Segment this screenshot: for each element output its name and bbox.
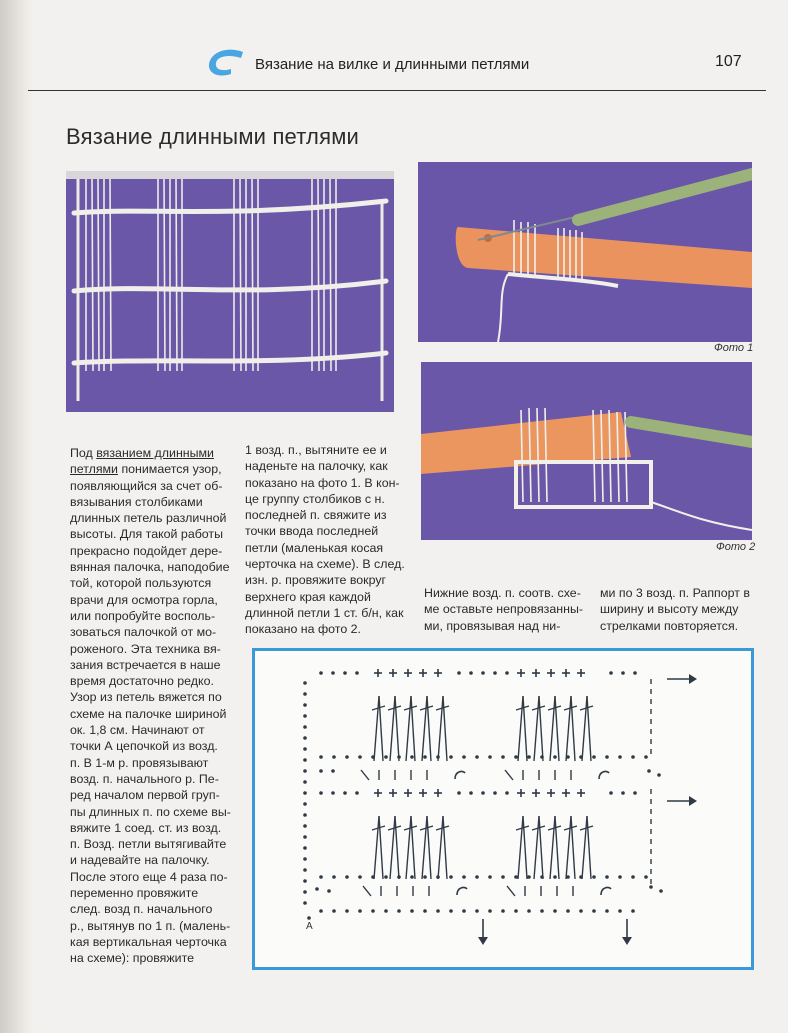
chain-stitch-dot: [481, 791, 485, 795]
crochet-chart: [252, 648, 754, 970]
chain-stitch-dot: [410, 755, 414, 759]
text-line: це группу столбиков с н.: [245, 491, 385, 506]
hook-logo-icon: [205, 44, 251, 84]
chain-stitch-dot: [332, 909, 336, 913]
chain-stitch-dot: [488, 875, 492, 879]
turning-loop-mark: [601, 887, 611, 895]
single-crochet-mark: [562, 789, 570, 797]
chain-stitch-dot: [331, 671, 335, 675]
text-column-2: [245, 442, 413, 638]
chain-stitch-dot: [618, 909, 622, 913]
text-line: 1 возд. п., вытяните ее и: [245, 443, 387, 457]
chain-stitch-dot: [384, 909, 388, 913]
text-line: верхнего края каждой: [245, 589, 371, 604]
chain-stitch-dot: [410, 875, 414, 879]
text-line: п. Возд. петли вытягивайте: [70, 837, 227, 852]
text-column-3: [424, 585, 594, 634]
chain-stitch-dot: [423, 875, 427, 879]
chain-stitch-dot: [331, 769, 335, 773]
text-column-4: [600, 585, 765, 634]
chain-stitch-dot: [527, 909, 531, 913]
arrow-right-icon: [667, 674, 697, 684]
chain-stitch-dot: [332, 755, 336, 759]
chain-stitch-dot: [358, 755, 362, 759]
photo-1-caption: Фото 1: [714, 342, 754, 354]
single-crochet-mark: [374, 669, 382, 677]
chain-stitch-dot: [475, 755, 479, 759]
chain-stitch-dot: [621, 671, 625, 675]
text-line: показано на фото 2.: [245, 622, 361, 637]
text-line: ми по 3 возд. п. Раппорт в: [600, 586, 750, 600]
chain-stitch-dot: [540, 909, 544, 913]
text-line: точки ввода последней: [245, 524, 379, 539]
chain-stitch-dot: [303, 681, 307, 685]
section-title: Вязание длинными петлями: [66, 124, 360, 149]
turning-loop-mark: [457, 887, 467, 895]
chain-stitch-dot: [493, 791, 497, 795]
text-line: врачи для осмотра горла,: [70, 592, 218, 607]
turning-loop-mark: [599, 771, 609, 779]
chain-stitch-dot: [397, 755, 401, 759]
long-loop-stitch: [564, 816, 577, 879]
chain-stitch-dot: [579, 909, 583, 913]
chain-stitch-dot: [303, 703, 307, 707]
long-loop-stitch: [372, 696, 385, 761]
chain-stitch-dot: [303, 736, 307, 740]
chain-stitch-dot: [462, 909, 466, 913]
photo-1: [418, 162, 752, 342]
chain-stitch-dot: [355, 671, 359, 675]
chain-stitch-dot: [609, 791, 613, 795]
chain-stitch-dot: [397, 909, 401, 913]
chain-stitch-dot: [303, 890, 307, 894]
chain-stitch-dot: [327, 889, 331, 893]
photo-2: [421, 362, 752, 540]
slip-stitch-mark: [507, 886, 515, 896]
chain-stitch-dot: [592, 909, 596, 913]
chain-stitch-dot: [343, 791, 347, 795]
chain-stitch-dot: [501, 909, 505, 913]
chain-stitch-dot: [621, 791, 625, 795]
text-line: Узор из петель вяжется по: [70, 690, 222, 705]
chain-stitch-dot: [303, 901, 307, 905]
chain-stitch-dot: [449, 755, 453, 759]
text-line: вянная палочка, наподобие: [70, 560, 230, 575]
single-crochet-mark: [419, 669, 427, 677]
chain-stitch-dot: [384, 755, 388, 759]
single-crochet-mark: [374, 789, 382, 797]
text-line: ок. 1,8 см. Начинают от: [70, 723, 205, 738]
text-line: точки А цепочкой из возд.: [70, 739, 218, 754]
chain-stitch-dot: [618, 755, 622, 759]
chain-stitch-dot: [303, 747, 307, 751]
text-line: той, которой пользуются: [70, 576, 212, 591]
chain-stitch-dot: [345, 909, 349, 913]
chain-stitch-dot: [303, 791, 307, 795]
single-crochet-mark: [562, 669, 570, 677]
col1-lines: [70, 478, 242, 967]
single-crochet-mark: [419, 789, 427, 797]
page-header: [205, 44, 765, 92]
chain-stitch-dot: [579, 875, 583, 879]
start-point-label: A: [306, 921, 313, 932]
chart-canvas: [255, 651, 751, 967]
chain-stitch-dot: [505, 671, 509, 675]
chain-stitch-dot: [649, 885, 653, 889]
chain-stitch-dot: [303, 868, 307, 872]
text-line: наденьте на палочку, как: [245, 459, 388, 474]
chain-stitch-dot: [527, 755, 531, 759]
chain-stitch-dot: [303, 835, 307, 839]
long-loop-stitch: [564, 696, 577, 761]
long-loop-stitch: [532, 696, 545, 761]
chain-stitch-dot: [605, 755, 609, 759]
chain-stitch-dot: [384, 875, 388, 879]
long-loop-stitch: [532, 816, 545, 879]
text-line: зания встречается в наше: [70, 657, 221, 672]
chain-stitch-dot: [514, 909, 518, 913]
photo-2-caption: Фото 2: [716, 541, 756, 553]
text-line: кая вертикальная черточка: [70, 934, 227, 949]
long-loop-stitch: [580, 696, 593, 761]
text-line: петли (маленькая косая: [245, 540, 384, 555]
text-line: черточка на схеме). В след.: [245, 557, 405, 572]
chain-stitch-dot: [609, 671, 613, 675]
chain-stitch-dot: [343, 671, 347, 675]
chain-stitch-dot: [493, 671, 497, 675]
text-line: появляющийся за счет об-: [70, 478, 223, 493]
first-word: Под: [70, 446, 93, 460]
long-loop-stitch: [436, 816, 449, 879]
text-line: После этого еще 4 раза по-: [70, 869, 228, 884]
chain-stitch-dot: [462, 755, 466, 759]
chain-stitch-dot: [303, 824, 307, 828]
turning-loop-mark: [455, 771, 465, 779]
long-loop-stitch: [420, 696, 433, 761]
chain-stitch-dot: [659, 889, 663, 893]
chain-stitch-dot: [579, 755, 583, 759]
chain-stitch-dot: [303, 879, 307, 883]
chain-stitch-dot: [553, 909, 557, 913]
chain-stitch-dot: [371, 909, 375, 913]
text-line: возд. п. начального р. Пе-: [70, 771, 219, 786]
text-column-1: [70, 445, 242, 967]
chain-stitch-dot: [303, 813, 307, 817]
chain-stitch-dot: [527, 875, 531, 879]
chain-stitch-dot: [633, 671, 637, 675]
long-loop-stitch: [404, 816, 417, 879]
chain-stitch-dot: [303, 758, 307, 762]
text-line: длинных петель различной: [70, 511, 227, 526]
chain-stitch-dot: [647, 769, 651, 773]
chain-stitch-dot: [331, 791, 335, 795]
chain-stitch-dot: [657, 773, 661, 777]
chain-stitch-dot: [358, 875, 362, 879]
single-crochet-mark: [517, 789, 525, 797]
chain-stitch-dot: [410, 909, 414, 913]
chain-stitch-dot: [475, 875, 479, 879]
chain-stitch-dot: [592, 875, 596, 879]
text-line: последней п. свяжите из: [245, 508, 387, 523]
chain-stitch-dot: [319, 769, 323, 773]
single-crochet-mark: [389, 669, 397, 677]
page-number: 107: [715, 53, 742, 70]
long-loop-stitch: [580, 816, 593, 879]
chain-stitch-dot: [481, 671, 485, 675]
text-line: п. В 1-м р. провязывают: [70, 755, 209, 770]
text-line: Нижние возд. п. соотв. схе-: [424, 586, 581, 600]
chain-stitch-dot: [303, 857, 307, 861]
header-divider: [28, 90, 766, 91]
text-line: длинной петли 1 ст. б/н, как: [245, 605, 404, 620]
single-crochet-mark: [547, 789, 555, 797]
single-crochet-mark: [404, 669, 412, 677]
text-line: след. возд п. начального: [70, 902, 213, 917]
text-line: ме оставьте непровязанны-: [424, 602, 583, 617]
chain-stitch-dot: [592, 755, 596, 759]
paragraph-intro: [70, 445, 242, 478]
chain-stitch-dot: [469, 671, 473, 675]
text-line: р., вытянув по 1 п. (малень-: [70, 918, 231, 933]
chain-stitch-dot: [514, 755, 518, 759]
chain-stitch-dot: [303, 780, 307, 784]
chain-stitch-dot: [303, 714, 307, 718]
chain-stitch-dot: [566, 875, 570, 879]
chain-stitch-dot: [436, 875, 440, 879]
chain-stitch-dot: [553, 755, 557, 759]
single-crochet-mark: [389, 789, 397, 797]
chain-stitch-dot: [358, 909, 362, 913]
chain-stitch-dot: [319, 791, 323, 795]
single-crochet-mark: [577, 669, 585, 677]
chain-stitch-dot: [514, 875, 518, 879]
chain-stitch-dot: [315, 887, 319, 891]
chain-stitch-dot: [303, 846, 307, 850]
chain-stitch-dot: [319, 875, 323, 879]
text-line: стрелками повторяется.: [600, 618, 739, 633]
chain-stitch-dot: [423, 909, 427, 913]
text-line: схеме на палочке шириной: [70, 706, 227, 721]
single-crochet-mark: [404, 789, 412, 797]
chain-stitch-dot: [319, 909, 323, 913]
slip-stitch-mark: [361, 770, 369, 780]
single-crochet-mark: [532, 789, 540, 797]
chain-stitch-dot: [319, 755, 323, 759]
arrow-right-icon: [667, 796, 697, 806]
text-line: высоты. Для такой работы: [70, 527, 224, 542]
term-link: вязанием длинными петлями: [70, 446, 214, 477]
chain-stitch-dot: [566, 755, 570, 759]
chain-stitch-dot: [488, 909, 492, 913]
col1-line-0: понимается узор,: [121, 462, 222, 477]
text-line: и надевайте на палочку.: [70, 853, 210, 868]
text-line: на схеме): провяжите: [70, 951, 195, 966]
chain-stitch-dot: [307, 916, 311, 920]
running-title: Вязание на вилке и длинными петлями: [255, 56, 530, 73]
slip-stitch-mark: [363, 886, 371, 896]
chain-stitch-dot: [631, 909, 635, 913]
chain-stitch-dot: [540, 875, 544, 879]
text-line: или попробуйте восполь-: [70, 608, 216, 623]
text-line: ми, провязывая над ни-: [424, 618, 561, 633]
text-line: показано на фото 1. В кон-: [245, 475, 400, 490]
chain-stitch-dot: [566, 909, 570, 913]
chain-stitch-dot: [633, 791, 637, 795]
chain-stitch-dot: [605, 909, 609, 913]
chain-stitch-dot: [475, 909, 479, 913]
chain-stitch-dot: [631, 755, 635, 759]
book-spine-shadow: [0, 0, 34, 1033]
text-line: пы длинных п. по схеме вы-: [70, 804, 231, 819]
long-loop-stitch: [420, 816, 433, 879]
lace-sample-photo: [66, 171, 394, 412]
chain-stitch-dot: [488, 755, 492, 759]
long-loop-stitch: [436, 696, 449, 761]
chain-stitch-dot: [345, 755, 349, 759]
chain-stitch-dot: [605, 875, 609, 879]
chain-stitch-dot: [319, 671, 323, 675]
text-line: прекрасно подойдет дере-: [70, 543, 223, 558]
chain-stitch-dot: [371, 875, 375, 879]
text-line: вязывания столбиками: [70, 494, 203, 509]
slip-stitch-mark: [505, 770, 513, 780]
chain-stitch-dot: [618, 875, 622, 879]
single-crochet-mark: [434, 669, 442, 677]
text-line: роженого. Эта техника вя-: [70, 641, 221, 656]
single-crochet-mark: [547, 669, 555, 677]
chain-stitch-dot: [303, 769, 307, 773]
chain-stitch-dot: [436, 909, 440, 913]
text-line: зоваться палочкой от мо-: [70, 625, 217, 640]
single-crochet-mark: [532, 669, 540, 677]
chain-stitch-dot: [553, 875, 557, 879]
arrow-down-icon: [478, 919, 488, 945]
chain-stitch-dot: [303, 725, 307, 729]
long-loop-stitch: [548, 696, 561, 761]
long-loop-stitch: [388, 696, 401, 761]
chain-stitch-dot: [457, 791, 461, 795]
chain-stitch-dot: [355, 791, 359, 795]
text-line: ред началом первой груп-: [70, 788, 220, 803]
chain-stitch-dot: [371, 755, 375, 759]
chain-stitch-dot: [462, 875, 466, 879]
chain-stitch-dot: [303, 802, 307, 806]
arrow-down-icon: [622, 919, 632, 945]
chain-stitch-dot: [423, 755, 427, 759]
chain-stitch-dot: [644, 755, 648, 759]
long-loop-stitch: [388, 816, 401, 879]
text-line: ширину и высоту между: [600, 602, 739, 617]
single-crochet-mark: [434, 789, 442, 797]
chain-stitch-dot: [501, 755, 505, 759]
chain-stitch-dot: [540, 755, 544, 759]
chain-stitch-dot: [469, 791, 473, 795]
chain-stitch-dot: [644, 875, 648, 879]
long-loop-stitch: [372, 816, 385, 879]
chain-stitch-dot: [501, 875, 505, 879]
chain-stitch-dot: [345, 875, 349, 879]
long-loop-stitch: [516, 696, 529, 761]
long-loop-stitch: [548, 816, 561, 879]
text-line: время достаточно редко.: [70, 674, 214, 689]
single-crochet-mark: [517, 669, 525, 677]
long-loop-stitch: [516, 816, 529, 879]
text-line: переменно провяжите: [70, 886, 199, 901]
text-line: изн. р. провяжите вокруг: [245, 573, 387, 588]
single-crochet-mark: [577, 789, 585, 797]
chain-stitch-dot: [631, 875, 635, 879]
chain-stitch-dot: [397, 875, 401, 879]
chain-stitch-dot: [449, 875, 453, 879]
chain-stitch-dot: [457, 671, 461, 675]
chain-stitch-dot: [505, 791, 509, 795]
text-line: вяжите 1 соед. ст. из возд.: [70, 820, 222, 835]
chain-stitch-dot: [449, 909, 453, 913]
chain-stitch-dot: [436, 755, 440, 759]
long-loop-stitch: [404, 696, 417, 761]
chain-stitch-dot: [303, 692, 307, 696]
chain-stitch-dot: [332, 875, 336, 879]
